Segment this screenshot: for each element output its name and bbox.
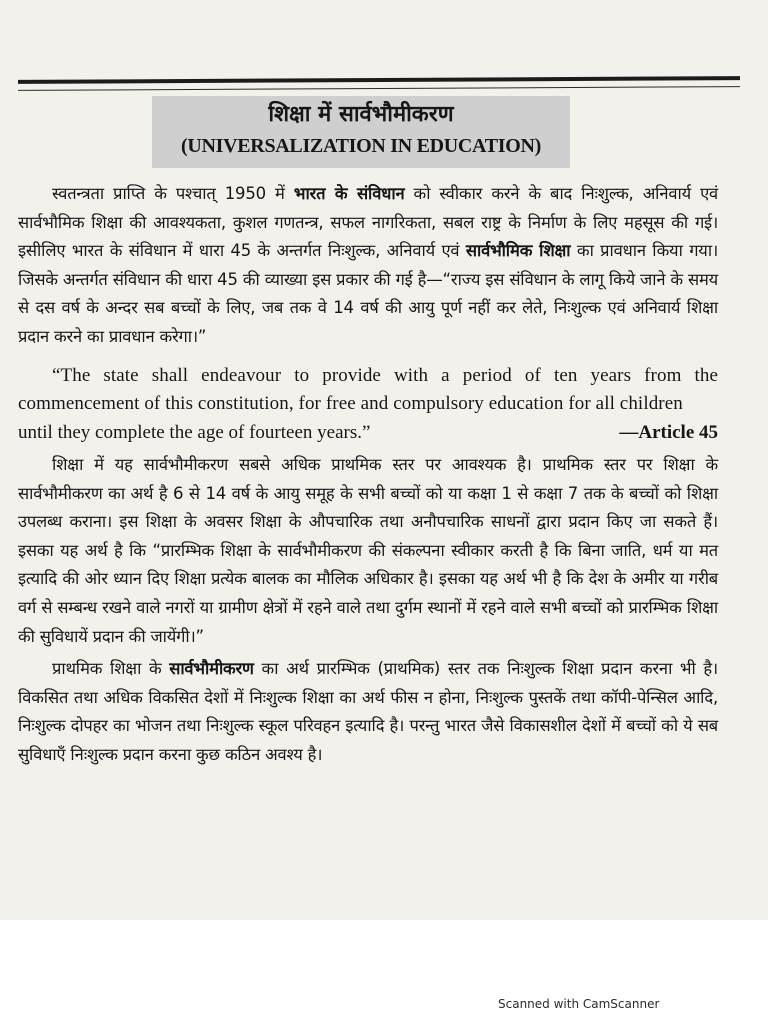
- quote-attribution: —Article 45: [619, 421, 718, 443]
- article-quote: [18, 362, 718, 448]
- header-rule-thin: [18, 86, 740, 91]
- body-text: [18, 180, 718, 770]
- bold-term: सार्वभौमीकरण: [169, 659, 254, 679]
- section-title-english: (UNIVERSALIZATION IN EDUCATION): [180, 135, 541, 157]
- quote-last-line: [18, 419, 718, 448]
- paragraph-free-education: [18, 655, 718, 769]
- bold-term: भारत के संविधान: [293, 184, 405, 203]
- paragraph-text: का अर्थ प्रारम्भिक (प्राथमिक) स्तर तक निःशुल्क शिक्षा प्रदान करना भी है। विकसित तथा अधिक विकसित देशों में निःशुल्क शिक्षा का अर्थ फीस न होना, निःशुल्क पुस्तकें तथा कॉपी-पेन्सिल आदि, निःशुल्क दोपहर का भोजन तथा निःशुल्क स्कूल परिवहन इत्यादि है। परन्तु भारत जैसे विकासशील देशों में बच्चों को ये सब सुविधाएँ निःशुल्क प्रदान करना कुछ कठिन अवश्य है।: [18, 659, 718, 764]
- quote-closing-text: until they complete the age of fourteen years.”: [18, 421, 371, 443]
- paragraph-constitution: [18, 180, 718, 352]
- quote-text: “The state shall endeavour to provide with a period of ten years from the commencement of this constitution, for free and compulsory education for all children: [18, 364, 718, 415]
- paragraph-text: को स्वीकार करने के बाद निःशुल्क, अनिवार्य एवं सार्वभौमिक शिक्षा की आवश्यकता, कुशल गणतन्त्र, सफल नागरिकता, सबल राष्ट्र के निर्माण के लिए महसूस की गई। इसीलिए भारत के संविधान में धारा 45 के अन्तर्गत निःशुल्क, अनिवार्य एवं: [18, 184, 719, 261]
- header-rule-thick: [18, 76, 740, 84]
- section-title-box: [152, 96, 570, 168]
- bold-term: सार्वभौमिक शिक्षा: [465, 241, 571, 261]
- paragraph-text: स्वतन्त्रता प्राप्ति के पश्चात् 1950 में: [52, 184, 294, 203]
- scanner-watermark: Scanned with CamScanner: [498, 997, 660, 1011]
- paragraph-text: का प्रावधान किया गया। जिसके अन्तर्गत संविधान की धारा 45 की व्याख्या इस प्रकार की गई है—“राज्य इस संविधान के लागू किये जाने के समय से दस वर्ष के अन्दर सब बच्चों के लिए, जब तक वे 14 वर्ष की आयु पूर्ण नहीं कर लेते, निःशुल्क एवं अनिवार्य शिक्षा प्रदान करने का प्रावधान करेगा।”: [18, 241, 718, 346]
- section-title-hindi: शिक्षा में सार्वभौमीकरण: [268, 102, 454, 127]
- paragraph-primary-level: शिक्षा में यह सार्वभौमीकरण सबसे अधिक प्राथमिक स्तर पर आवश्यक है। प्राथमिक स्तर पर शिक्षा के सार्वभौमीकरण का अर्थ है 6 से 14 वर्ष के आयु समूह के सभी बच्चों को या कक्षा 1 से कक्षा 7 तक के बच्चों को शिक्षा उपलब्ध कराना। इस शिक्षा के अवसर शिक्षा के औपचारिक तथा अनौपचारिक साधनों द्वारा प्रदान किए जा सकते हैं। इसका यह अर्थ है कि “प्रारम्भिक शिक्षा के सार्वभौमीकरण की संकल्पना स्वीकार करती है कि बिना जाति, धर्म या मत इत्यादि की ओर ध्यान दिए शिक्षा प्रत्येक बालक का मौलिक अधिकार है। इसका यह अर्थ भी है कि देश के अमीर या गरीब वर्ग से सम्बन्ध रखने वाले नगरों या ग्रामीण क्षेत्रों में रहने वाले तथा दुर्गम स्थानों में रहने वाले सभी बच्चों को प्रारम्भिक शिक्षा की सुविधायें प्रदान की जायेंगी।”: [18, 455, 718, 646]
- paragraph-text: प्राथमिक शिक्षा के: [52, 659, 170, 679]
